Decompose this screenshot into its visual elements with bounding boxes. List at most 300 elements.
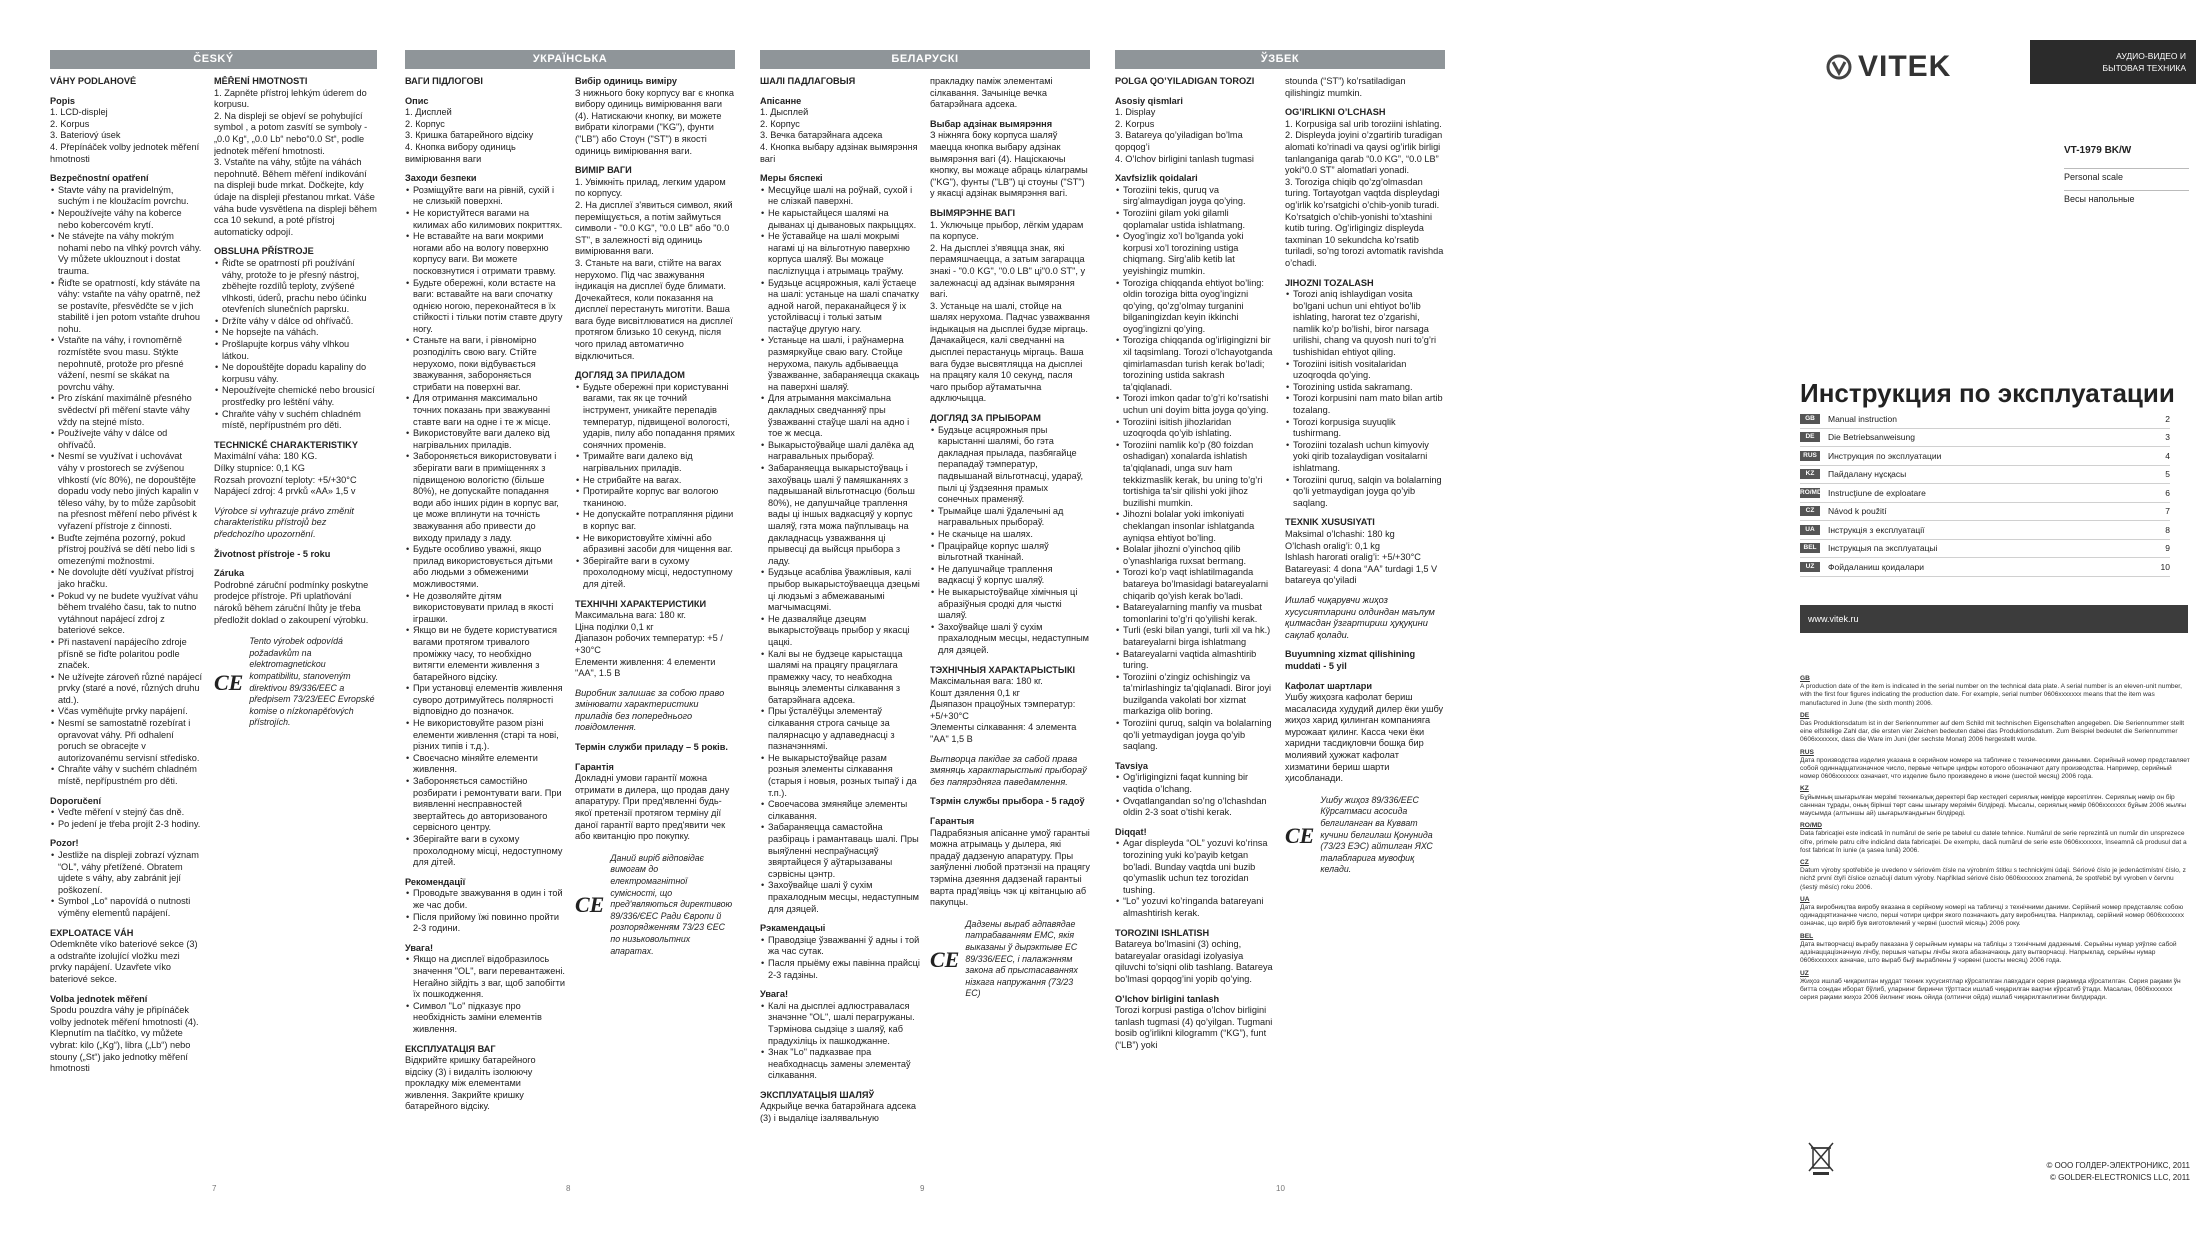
toc-row[interactable]	[1800, 558, 2170, 577]
toc-row[interactable]	[1800, 484, 2170, 503]
weee-bin-icon	[1806, 1140, 1836, 1181]
serial-note	[1800, 822, 2190, 855]
list-item: • Проводьте зважування в один і той же час доби.	[413, 888, 565, 911]
list-item: • Toroziini tozalash uchun kimyoviy yoki qirib tozalaydigan vositalarni ishlatmang.	[1293, 440, 1445, 475]
list-item: • Řiďte se opatrností, kdy stáváte na váhy: vstaňte na váhy opatrně, než se postavíte, přesvědčte se v jich stabilitě i jen potom vstaňte druhou nohu.	[58, 278, 204, 336]
category-line: БЫТОВАЯ ТЕХНИКА	[2102, 63, 2186, 73]
toc-label: Návod k použití	[1828, 506, 1887, 517]
section-heading: Volba jednotek měření	[50, 993, 148, 1004]
list-item: • Bolalar jihozni o’yinchoq qilib o’ynashlariga ruxsat bermang.	[1123, 544, 1275, 567]
list-item: • Забараняецца самастойна разбіраць і рамантаваць шалі. Пры выяўленні неспраўнасцяў звяртайцеся ў аўтарызаваны сэрвісны цэнтр.	[768, 822, 920, 880]
serial-note-text: Дата производства изделия указана в серийном номере на табличке с техническими данными. Серийный номер представляет собой одиннадцатизначное число, первые четыре цифры которого обозначают дату производства. Например, серийный номер 0606ххххххх означает, что изделие было произведено в июне (шестой месяц) 2006 года.	[1800, 756, 2190, 781]
toc-language-code: GB	[1800, 414, 1820, 424]
list-item: • Пасля прыёму ежы павінна прайсці 2-3 гадзіны.	[768, 958, 920, 981]
section-heading: Тэрмін службы прыбора - 5 гадоў	[930, 796, 1085, 807]
list-item: • Трымайце шалі ўдалечыні ад награвальных прыбораў.	[938, 506, 1090, 529]
italic-note: Виробник залишає за собою право змінювати характеристики приладів без попереднього повідомлення.	[575, 687, 725, 733]
toc-page-number: 5	[2165, 469, 2170, 480]
list-item: • Ne dovolujte dětí využívat přístroj jako hračku.	[58, 567, 204, 590]
paragraph: O’lchash oralig’i: 0,1 kg	[1285, 540, 1380, 551]
vitek-logo-icon	[1826, 54, 1852, 80]
ce-text: Дадзены выраб адпавядае патрабаванням ЕМС, якія выказаны ў дырэктыве ЕС 89/336/ЕЕС, і палажэнням закона аб прыстасаваннях нізкага напружання (73/23 ЕС)	[965, 918, 1078, 999]
brand-logo	[1826, 50, 1951, 84]
list-item: • Для отримання максимально точних показань при зважуванні ставте ваги на одне і те ж місце.	[413, 393, 565, 428]
toc-row[interactable]	[1800, 466, 2170, 485]
paragraph: 2. Корпус	[760, 118, 800, 129]
list-item: • Будзьце асцярожныя, калі ўстаеце на шалі: устаньце на шалі спачатку адной нагой, пераканайцеся ў іх устойлівасці і толькі затым пастаўце другую нагу.	[768, 278, 920, 336]
toc-language-code: BEL	[1800, 543, 1820, 553]
paragraph: 4. Přepínáček volby jednotek měření hmotnosti	[50, 141, 200, 164]
text-column	[50, 76, 204, 1075]
paragraph: 3. Кришка батарейного відсіку	[405, 130, 534, 141]
list-item: • Agar displeyda “OL” yozuvi ko’rinsa torozining yuki ko’payib ketgan bo’ladi. Bunday vaqtda uni buzib qo’ymaslik uchun tez torozidan tushing.	[1123, 838, 1275, 896]
serial-note-code: GB	[1800, 675, 1810, 682]
toc-page-number: 7	[2165, 506, 2170, 517]
paragraph: Torozi korpusi pastiga o’lchov birligini tanlash tugmasi (4) qo’yilgan. Tugmani bosib og’irlikni kilogramm (“KG”), funt (“LB”) yoki	[1115, 1005, 1273, 1050]
section-heading: TEXNIK XUSUSIYATI	[1285, 517, 1375, 528]
list-item: • Протирайте корпус ваг вологою тканиною.	[583, 486, 735, 509]
toc-language-code: CZ	[1800, 506, 1820, 516]
paragraph: Діапазон робочих температур: +5 / +30°C	[575, 633, 723, 655]
section-heading: ЭКСПЛУАТАЦЫЯ ШАЛЯЎ	[760, 1089, 875, 1100]
toc-row[interactable]	[1800, 429, 2170, 448]
list-item: • Toroziini o’zingiz ochishingiz va ta’mirlashingiz ta’qiqlanadi. Biror joyi buzilganda vakolati bor xizmat markaziga olib boring.	[1123, 672, 1275, 718]
list-item: • Праводзіце ўзважванні ў адны і той жа час сутак.	[768, 935, 920, 958]
list-item: • Používejte váhy v dálce od ohřívačů.	[58, 428, 204, 451]
list-item: • Тримайте ваги далеко від нагрівальних приладів.	[583, 451, 735, 474]
paragraph: Batareya bo’lmasini (3) oching, batareyalar orasidagi izolyasiya qiluvchi to’siqni olib tashlang. Batareya bo’lmasi qopqog’ini yopib qo’ying.	[1115, 939, 1273, 984]
copyright	[2010, 1160, 2190, 1184]
serial-note-text: Data fabricaţiei este indicată în numărul de serie pe tabelul cu datele tehnice. Numărul de serie reprezintă un număr din unsprezece cifre, primele patru cifre indicând data fabricaţiei. De exemplu, dacă numărul de serie este 0606xxxxxxx, înseamnă că produsul dat a fost fabricat în iunie (a şasea lună) 2006.	[1800, 830, 2187, 854]
serial-note	[1800, 712, 2190, 745]
section-heading: Pozor!	[50, 838, 79, 849]
list-item: • Buďte zejména pozorný, pokud přístroj používá se dětí nebo lidi s omezenými možnostmi.	[58, 533, 204, 568]
list-item: • Držíte váhy v dálce od ohřívačů.	[222, 316, 378, 328]
paragraph: 1. Дысплей	[760, 107, 809, 118]
ce-mark-icon: CE	[1285, 822, 1315, 848]
cover-page	[1800, 40, 2196, 1200]
list-item: • Не стрибайте на вагах.	[583, 475, 735, 487]
list-item: • Будзьце асабліва ўважлівыя, калі прыбор выкарыстоўваецца дзецьмі ці людзьмі з абмежаванымі магчымасцямі.	[768, 567, 920, 613]
section-heading: POLGA QO’YILADIGAN TOROZI	[1115, 76, 1255, 86]
toc-language-code: RO/MD	[1800, 488, 1822, 496]
list-item: • Не дозволяйте дітям використовувати прилад в якості іграшки.	[413, 591, 565, 626]
list-item: • Nesmí se využívat i uchovávat váhy v prostorech se zvýšenou vlhkostí (víc 80%), ne dopouštějte dopadu vody nebo jiných kapalin v těleso váhy, by to může zapůsobit na přesnost měření nebo přivést k vyřazení přístroje z činnosti.	[58, 451, 204, 532]
paragraph: 2. Na displeji se objeví se pohybující symbol , a potom zasvítí se symboly - „0.0 Kg“, „0.0 Lb“ nebo“0.0 St“, podle jednotek měření hmotnosti.	[214, 110, 368, 156]
model-number: VT-1979 BK/W	[2064, 145, 2132, 156]
list-item: • Захоўвайце шалі ў сухім прахалодным месцы, недаступным для дзяцей.	[768, 880, 920, 915]
section-heading: ВАГИ ПІДЛОГОВІ	[405, 76, 483, 86]
text-column	[575, 76, 735, 957]
italic-note: Вытворца пакідае за сабой права змяняць характарыстыкі прыбораў без папярэдняга паведамлення.	[930, 753, 1087, 787]
paragraph: 2. Korpus	[50, 118, 90, 129]
paragraph: 4. Кнопка выбару адзінак вымярэння вагі	[760, 141, 918, 164]
list-item: • Nepoužívejte váhy na koberce nebo kobercovém krytí.	[58, 208, 204, 231]
ce-declaration	[930, 919, 1090, 1000]
paragraph: 4. O’lchov birligini tanlash tugmasi	[1115, 153, 1254, 164]
list-item: • Nepoužívejte chemické nebo brousicí prostředky pro leštění váhy.	[222, 385, 378, 408]
list-item: • Будзьце асцярожныя пры карыстанні шалямі, бо гэта дакладная прылада, пазбягайце перападаў тэмператур, падвышанай вільготнасці, удараў, пылі ці ўздзеяння прамых сонечных праменяў.	[938, 425, 1090, 506]
section-heading: TOROZINI ISHLATISH	[1115, 927, 1210, 938]
list-item: • Chraňte váhy v suchém chladném místě, nepřípustném pro děti.	[58, 764, 204, 787]
list-item: • Не дапушчайце траплення вадкасці ў корпус шаляў.	[938, 564, 1090, 587]
text-column	[214, 76, 378, 729]
ce-mark-icon: CE	[575, 892, 605, 918]
list-item: • Не допускайте потрапляння рідини в корпус ваг.	[583, 509, 735, 532]
paragraph: Максимальна вага: 180 кг.	[575, 610, 686, 621]
list-item: • Toroziini tekis, quruq va sirg’almaydigan joyga qo’ying.	[1123, 185, 1275, 208]
toc-language-code: UZ	[1800, 562, 1820, 572]
list-item: • Не ўставайце на шалі мокрымі нагамі ці на вільготную паверхню корпуса шаляў. Вы можаце пасліznуцца і атрымаць траўму.	[768, 231, 920, 277]
list-item: • Jestliže na displeji zobrazí význam “OL”, váhy přetížené. Obratem ujdete s váhy, aby zabránit její poškození.	[58, 850, 204, 896]
list-item: • Chraňte váhy v suchém chladném místě, nepřípustném pro děti.	[222, 409, 378, 432]
page-number: 7	[212, 1184, 217, 1193]
paragraph: 1. Дисплей	[405, 107, 452, 118]
bullet-list	[214, 258, 378, 432]
serial-note-code: UZ	[1800, 969, 1809, 977]
list-item: • Stavte váhy na pravidelným, suchým i ne kloužacím povrchu.	[58, 185, 204, 208]
section-heading: VÁHY PODLAHOVÉ	[50, 76, 137, 86]
serial-note-code: UA	[1800, 895, 1810, 903]
section-heading: Термін служби приладу – 5 років.	[575, 742, 728, 753]
list-item: • Při nastavení napájecího zdroje přísně se řiďte polaritou podle značek.	[58, 637, 204, 672]
bullet-list	[405, 954, 565, 1035]
serial-note	[1800, 675, 2190, 708]
section-heading: Záruka	[214, 568, 245, 579]
list-item: • Torozіga chiqqanda ehtiyot bo’ling: oldin torozіga bitta oyog’ingizni qo’ying, qo’zg’olmay turganini bilganingizdan keyin ikkinchi oyog’ingizni qo’ying.	[1123, 278, 1275, 336]
list-item: • Og’irligingizni faqat kunning bir vaqtida o’lchang.	[1123, 772, 1275, 795]
paragraph: Падрабязныя апісанне умоў гарантыі можна атрымаць у дылера, які прадаў дадзеную апаратуру. Пры заяўленні любой прэтэнзіі на працягу тэрміна дзеяння дадзенай гарантыі варта прад'явіць чэк ці квітанцыю аб пакупцы.	[930, 827, 1090, 908]
section-heading: Меры бяспекі	[760, 173, 823, 184]
ce-mark-icon: CE	[930, 946, 960, 972]
list-item: • Калі вы не будзеце карыстацца шалямі на працягу працяглага прамежку часу, то неабходна выняць элементы сілкавання з батарэйнага адсека.	[768, 649, 920, 707]
list-item: • Після прийому їжі повинно пройти 2-3 години.	[413, 912, 565, 935]
section-heading: TECHNICKÉ CHARAKTERISTIKY	[214, 439, 358, 450]
website-bar[interactable]: www.vitek.ru	[1800, 605, 2188, 633]
list-item: • Ne stávejte na váhy mokrým nohami nebo na vlhký povrch váhy. Vy můžete uklouznout i dostat trauma.	[58, 231, 204, 277]
list-item: • Ne hopsejte na váhách.	[222, 327, 378, 339]
product-name-en: Personal scale	[2064, 168, 2189, 182]
section-heading: Životnost přístroje - 5 roku	[214, 548, 331, 559]
list-item: • При установці елементів живлення суворо дотримуйтесь полярності відповідно до позначок.	[413, 683, 565, 718]
toc-label: Інструкцыя па эксплуатацыі	[1828, 543, 1938, 554]
bullet-list	[1115, 185, 1275, 753]
list-item: • Nesmí se samostatně rozebírat i opravovat váhy. Při odhalení poruch se obracejte v autorizovanému servisní středisko.	[58, 718, 204, 764]
toc-page-number: 4	[2165, 450, 2170, 461]
list-item: • Символ "Lo" підказує про необхідність заміни елементів живлення.	[413, 1001, 565, 1036]
toc-label: Manual instruction	[1828, 413, 1897, 424]
list-item: • Працірайце корпус шаляў вільготнай тканінай.	[938, 541, 1090, 564]
list-item: • Забараняецца выкарыстоўваць і захоўваць шалі ў памяшканнях з падвышанай вільготнасцю (больш 80%), не дапушчайце траплення вады ці іншых вадкасцяў у корпус шаляў, гэта можа паўплываць на дакладнасць узважвання ці прывесці да выйсця прыбора з ладу.	[768, 463, 920, 567]
serial-note-code: RUS	[1800, 748, 1814, 756]
paragraph: Кошт дзялення 0,1 кг	[930, 687, 1020, 698]
section-heading: Рекомендації	[405, 876, 466, 887]
list-item: • Будьте обережні, коли встаєте на ваги: вставайте на ваги спочатку однією ногою, переконайтеся в їх стійкості і тільки потім ставте другу ногу.	[413, 278, 565, 336]
list-item: • Зберігайте ваги в сухому прохолодному місці, недоступному для дітей.	[413, 834, 565, 869]
list-item: • Toroziini namlik ko’p (80 foizdan oshadigan) xonalarda ishlatish ta’qiqlanadi, unga suv ham tekkizmaslik kerak, bu uning to’g’ri tortishiga ta’sir qilishi yoki jihoz buzilishi mumkin.	[1123, 440, 1275, 510]
paragraph: 1. Zapněte přístroj lehkým úderem do korpusu.	[214, 87, 367, 110]
list-item: • Torozining ustida sakramang.	[1293, 382, 1445, 394]
toc-label: Пайдалану нұсқасы	[1828, 469, 1907, 480]
copyright-line: © ООО ГОЛДЕР-ЭЛЕКТРОНИКС, 2011	[2046, 1161, 2190, 1170]
toc-language-code: UA	[1800, 525, 1820, 535]
bullet-list	[930, 425, 1090, 657]
toc-row[interactable]	[1800, 540, 2170, 559]
bullet-list	[405, 888, 565, 934]
paragraph: stounda (“ST”) ko’rsatiladigan qilishingiz mumkin.	[1285, 76, 1406, 98]
paragraph: Spodu pouzdra váhy je připínáček volby jednotek měření hmotnosti (4). Klepnutím na tlačítko, vy můžete vybrat: kilo („Kg“), libra („Lb“) nebo stouny („St“) jako jednotky měření hmotnosti	[50, 1005, 199, 1074]
paragraph: 3. Устаньце на шалі, стойце на шалях нерухома. Падчас узважвання індыкацыя на дысплеі будзе міргаць. Дачакайцеся, калі сведчанні на дысплеі перастануць міргаць. Ваша вага будзе высвятляцца на дысплеі на працягу каля 10 секунд, пасля чаго прыбор аўтаматычна адключыцца.	[930, 300, 1090, 404]
list-item: • Калі на дысплеі адлюстравалася значэнне "OL", шалі перагружаны. Тэрмінова сыдзіце з шаляў, каб прадухіліць іх пашкоджанне.	[768, 1001, 920, 1047]
bullet-list	[760, 185, 920, 915]
bullet-list	[50, 807, 204, 830]
serial-number-notes	[1800, 675, 2190, 1006]
section-heading: Вибір одиниць виміру	[575, 76, 677, 86]
list-item: • Не карыстайцеся шалямі на дыванах ці дывановых пакрыццях.	[768, 208, 920, 231]
paragraph: 1. LCD-displej	[50, 107, 108, 118]
list-item: • Toroziini isitish vositalaridan uzoqroqda qo’ying.	[1293, 359, 1445, 382]
list-item: • Torozi aniq ishlaydigan vosita bo’lgani uchun uni ehtiyot bo’lib ishlating, harorat tez o’zgarishi, namlik ko’p bo’lishi, biror narsaga urilishi, chang va quyosh nuri to’g’ri tushishidan ehtiyot qiling.	[1293, 289, 1445, 359]
list-item: • Використовуйте ваги далеко від нагрівальних приладів.	[413, 428, 565, 451]
paragraph: 2. На дисплеї з'явиться символ, який переміщується, а потім займуться символи - "0.0 KG", "0.0 LB" або "0.0 ST", в залежності від одиниць вимірювання ваги.	[575, 199, 733, 257]
paragraph: Максімальная вага: 180 кг.	[930, 676, 1043, 687]
section-heading: Кафолат шартлари	[1285, 680, 1372, 691]
list-item: • Prošlapujte korpus váhy vlhkou látkou.	[222, 339, 378, 362]
toc-language-code: RUS	[1800, 451, 1820, 461]
list-item: • Torozi ko’p vaqt ishlatilmaganda batareya bo’lmasidagi batareyalarni chiqarib qo’yish kerak bo’ladi.	[1123, 567, 1275, 602]
product-name-ru: Весы напольные	[2064, 190, 2189, 204]
italic-note: Výrobce si vyhrazuje právo změnit charakteristiku přístrojů bez předchozího upozornění.	[214, 505, 354, 539]
serial-note-code: RO/MD	[1800, 822, 1822, 830]
list-item: • Станьте на ваги, і рівномірно розподіліть свою вагу. Стійте нерухомо, поки відбувається зважування, забороняється стрибати на поверхні ваг.	[413, 335, 565, 393]
list-item: • Не вставайте на ваги мокрими ногами або на вологу поверхню корпусу ваги. Ви можете посковзнутися і отримати травму.	[413, 231, 565, 277]
section-heading: Заходи безпеки	[405, 173, 477, 184]
serial-note-code: CZ	[1800, 859, 1809, 867]
paragraph: Napájecí zdroj: 4 prvků «AA» 1,5 v	[214, 486, 356, 497]
manual-title: Инструкция по эксплуатации	[1800, 378, 2175, 408]
paragraph: Елементи живлення: 4 елементи "AA", 1.5 B	[575, 656, 716, 679]
paragraph: 4. Кнопка вибору одиниць вимірювання ваги	[405, 141, 516, 164]
section-heading: Гарантія	[575, 761, 614, 772]
page-number: 9	[920, 1184, 925, 1193]
paragraph: 3. Вечка батарэйнага адсека	[760, 130, 883, 141]
section-heading: Рэкамендацыі	[760, 923, 826, 934]
list-item: • Розміщуйте ваги на рівній, сухій і не слизькій поверхні.	[413, 185, 565, 208]
text-column	[405, 76, 565, 1113]
section-heading: Гарантыя	[930, 816, 975, 827]
paragraph: Докладні умови гарантії можна отримати в дилера, що продав дану апаратуру. При пред'явленні будь-якої претензії протягом терміну дії даної гарантії варто пред'явити чек або квитанцію про покупку.	[575, 773, 730, 842]
section-heading: Выбар адзінак вымярэння	[930, 118, 1053, 129]
list-item: • Torozi imkon qadar to’g’ri ko’rsatishi uchun uni doyim bitta joyga qo’ying.	[1123, 393, 1275, 416]
paragraph: З ніжняга боку корпуса шаляў маецца кнопка выбару адзінак вымярэння вагі (4). Націскаючы кнопку, вы можаце абраць кілаграмы ("KG"), фунты ("LB") ці стоуны ("ST") у якасці адзінак вымярэння вагі.	[930, 130, 1088, 199]
italic-note: Ишлаб чиқарувчи жиҳоз хусусиятларини олдиндан маълум қилмасдан ўзгартириш ҳуқуқини сақлаб қолади.	[1285, 594, 1435, 640]
list-item: • Устаньце на шалі, і раўнамерна размяркуйце сваю вагу. Стойце нерухома, пакуль адбываецца ўзважванне, забараняецца скакаць на паверхні шаляў.	[768, 335, 920, 393]
list-item: • Своечасова змяняйце элементы сілкавання.	[768, 799, 920, 822]
paragraph: Ishlash harorati oralig’i: +5/+30°C	[1285, 552, 1421, 563]
serial-note	[1800, 970, 2190, 1003]
section-heading: Увага!	[405, 942, 433, 953]
section-heading: ВЫМЯРЭННЕ ВАГІ	[930, 207, 1016, 218]
serial-note	[1800, 859, 2190, 892]
text-column	[1115, 76, 1275, 1052]
ce-declaration	[575, 853, 735, 957]
toc-page-number: 8	[2165, 524, 2170, 535]
toc-label: Фойдаланиш қоидалари	[1828, 561, 1924, 572]
list-item: • Не дазваляйце дзецям выкарыстоўваць прыбор у якасці цацкі.	[768, 614, 920, 649]
section-heading: ВИМІР ВАГИ	[575, 165, 632, 176]
paragraph: Maximální váha: 180 KG.	[214, 451, 318, 462]
paragraph: Элементы сілкавання: 4 элемента "AA" 1,5 В	[930, 722, 1077, 745]
list-item: • Turli (eski bilan yangi, turli xil va hk.) batareyalarni birga ishlatmang	[1123, 625, 1275, 648]
bullet-list	[1115, 772, 1275, 818]
list-item: • Не выкарыстоўвайце хімічныя ці абразіўныя сродкі для чысткі шаляў.	[938, 587, 1090, 622]
category-line: АУДИО-ВИДЕО И	[2116, 51, 2186, 61]
brand-name: VITEK	[1858, 50, 1952, 83]
section-heading: Doporučení	[50, 795, 102, 806]
page-number: 8	[566, 1184, 571, 1193]
toc-label: Інструкція з експлуатації	[1828, 524, 1925, 535]
copyright-line: © GOLDER-ELECTRONICS LLC, 2011	[2049, 1173, 2190, 1182]
serial-note-text: A production date of the item is indicated in the serial number on the technical data plate. A serial number is an eleven-unit number, with the first four figures indicating the production date. For example, serial number 0606xxxxxxx means that the item was manufactured in June (the sixth month) 2006.	[1800, 683, 2182, 707]
section-heading: ЕКСПЛУАТАЦІЯ ВАГ	[405, 1043, 496, 1054]
list-item: • Toroziini gilam yoki gilamli qoplamalar ustida ishlatmang.	[1123, 208, 1275, 231]
text-column	[930, 76, 1090, 1000]
section-heading: Asosiy qismlari	[1115, 95, 1183, 106]
toc-row[interactable]	[1800, 503, 2170, 522]
section-heading: ТЕХНІЧНІ ХАРАКТЕРИСТИКИ	[575, 598, 707, 609]
section-heading: EXPLOATACE VÁH	[50, 927, 134, 938]
paragraph: Maksimal o’lchashi: 180 kg	[1285, 528, 1395, 539]
paragraph: Адкрыйце вечка батарэйнага адсека (3) і выдаліце ізалявальную	[760, 1101, 917, 1124]
list-item: • Знак "Lo" падказвае пра неабходнасць замены элементаў сілкавання.	[768, 1047, 920, 1082]
list-item: • Jihozni bolalar yoki imkoniyati cheklangan insonlar ishlatganda ayniqsa ehtiyot bo’ling.	[1123, 509, 1275, 544]
toc-row[interactable]	[1800, 521, 2170, 540]
list-item: • Toroziini isitish jihozlaridan uzoqroqda qo’yib ishlating.	[1123, 417, 1275, 440]
list-item: • Захоўвайце шалі ў сухім прахалодным месцы, недаступным для дзяцей.	[938, 622, 1090, 657]
paragraph: 1. Увімкніть прилад, легким ударом по корпусу.	[575, 176, 726, 199]
toc-label: Инструкция по эксплуатации	[1828, 450, 1942, 461]
serial-note-text: Дата виробництва виробу вказана в серійному номері на табличці з технічними даними. Серійний номер представляє собою одинадцятизначне число, перші чотири цифри якого позначають дату виробництва. Наприклад, серійний номер 0606ххххххх означає, що виріб був виготовлений у червні (шостий місяць) 2006 року.	[1800, 904, 2185, 928]
bullet-list	[575, 382, 735, 591]
serial-note	[1800, 785, 2190, 818]
ce-declaration	[1285, 795, 1445, 876]
bullet-list	[1115, 838, 1275, 919]
section-heading: ДОГЛЯД ЗА ПРИЛАДОМ	[575, 370, 685, 381]
list-item: • “Lo” yozuvi ko’ringanda batareyani almashtirish kerak.	[1123, 896, 1275, 919]
serial-note-text: Datum výroby spotřebiče je uvedeno v sériovém čísle na výrobním štítku s technickými údaji. Sériové číslo je jedenáctimístní číslo, z nichž první čtyři číslice označují datum výroby. Například sériové číslo 0606xxxxxxx znamená, že spotřebič byl vyroben v červnu (šestý měsíc) roku 2006.	[1800, 867, 2186, 891]
text-column	[760, 76, 920, 1125]
list-item: • Для атрымання максімальна дакладных сведчанняў пры ўзважванні стаўце шалі на адно і тое ж месца.	[768, 393, 920, 439]
toc-row[interactable]	[1800, 410, 2170, 429]
paragraph: 3. Bateriový úsek	[50, 130, 121, 141]
section-heading: Diqqat!	[1115, 826, 1147, 837]
list-item: • Забороняється самостійно розбирати і ремонтувати ваги. При виявленні несправностей звертайтесь до авторизованого сервісного центру.	[413, 776, 565, 834]
toc-page-number: 2	[2165, 413, 2170, 424]
ce-mark-icon: CE	[214, 669, 244, 695]
toc-label: Instrucţiune de exploatare	[1828, 487, 1926, 498]
language-header: УКРАЇНСЬКА	[405, 50, 735, 69]
list-item: • Veďte měření v stejný čas dně.	[58, 807, 204, 819]
serial-note-code: KZ	[1800, 785, 1809, 793]
list-item: • Batareyalarni vaqtida almashtirib turing.	[1123, 649, 1275, 672]
toc-page-number: 10	[2160, 561, 2170, 572]
list-item: • Забороняється використовувати і зберігати ваги в приміщеннях з підвищеною вологістю (більше 80%), не допускайте попадання води або інших рідин в корпус ваг, це може вплинути на точність зважування або привести до виходу приладу з ладу.	[413, 451, 565, 544]
paragraph: 3. Batareya qo’yiladigan bo’lma qopqog’i	[1115, 130, 1243, 152]
paragraph: Відкрийте кришку батарейного відсіку (3) і видаліть ізолюючу прокладку між елементами живлення. Закрийте кришку батарейного відсіку.	[405, 1055, 536, 1112]
table-of-contents	[1800, 410, 2170, 577]
language-header: ČESKÝ	[50, 50, 377, 69]
paragraph: 1. Уключыце прыбор, лёгкім ударам па корпусе.	[930, 219, 1084, 242]
list-item: • Будьте обережні при користуванні вагами, так як це точний інструмент, уникайте перепадів температур, підвищеної вологості, ударів, пилу або попадання прямих сонячних променів.	[583, 382, 735, 452]
list-item: • Oyog’ingiz xo’l bo’lganda yoki korpusi xo’l torozining ustiga chiqmang. Sirg’alib ketib lat yeyishingiz mumkin.	[1123, 231, 1275, 277]
serial-note-text: Жиҳоз ишлаб чиқарилган муддат техник хусусиятлар кўрсатилган лавҳадаги серия рақамида кўрсатилган. Серия рақами ўн битта сондан иборат бўлиб, уларнинг биринчи тўрттаси ишлаб чиқарилган вақтни кўрсатиб ўтади. Масалан, 0606ххххххх серия рақами жиҳоз 2006 йилнинг июнь ойида (олтинчи ойда) ишлаб чиқарилганлигини билдиради.	[1800, 977, 2181, 1002]
list-item: • Ne dopouštějte dopadu kapaliny do korpusu váhy.	[222, 362, 378, 385]
list-item: • Vstaňte na váhy, i rovnoměrně rozmístěte svou masu. Stýkte nepohnutě, protože pro přesné vážení, nesmí se skákat na povrchu váhy.	[58, 335, 204, 393]
serial-note-code: BEL	[1800, 932, 1814, 940]
bullet-list	[760, 1001, 920, 1082]
serial-note	[1800, 933, 2190, 966]
section-heading: OG’IRLIKNI O’LCHASH	[1285, 107, 1386, 118]
section-heading: ДОГЛЯД ЗА ПРЫБОРАМ	[930, 413, 1041, 424]
language-header: БЕЛАРУСКІ	[760, 50, 1090, 69]
section-heading: Buyumning xizmat qilishining muddati - 5 yil	[1285, 649, 1416, 671]
ce-text: Ушбу жиҳоз 89/336/ЕЕС Кўрсатмаси асосида белгиланган ва Кувват кучини белгилаш Қонунида (73/23 ЕЭС) айтилган ЯХС талабларига мувофиқ келади.	[1320, 794, 1433, 875]
paragraph: Batareyasi: 4 dona “AA” turdagi 1,5 V batareya qo’yiladi	[1285, 563, 1438, 586]
toc-language-code: KZ	[1800, 469, 1820, 479]
toc-page-number: 6	[2165, 487, 2170, 498]
list-item: • Месцуйце шалі на роўнай, сухой і не слізкай паверхні.	[768, 185, 920, 208]
serial-note-text: Бұйымның шығарылған мерзімі техникалық деректері бар кестедегі сериялық нөмірде көрсетілген. Сериялық нөмір он бір санннан тұрады, оның бірінші төрт саны шығару мерзімін білдіреді. Мысалы, сериялық нөмір 0606ххххххх бұйым 2006 жылғы маусымда (алтыншы ай) шығарылғандығын білдіреді.	[1800, 793, 2186, 818]
list-item: • Symbol „Lo“ napovídá o nutnosti výměny elementů napájení.	[58, 896, 204, 919]
list-item: • Ovqatlangandan so’ng o’lchashdan oldin 2-3 soat o’tishi kerak.	[1123, 796, 1275, 819]
section-heading: MĚŘENÍ HMOTNOSTI	[214, 76, 308, 86]
serial-note	[1800, 749, 2190, 782]
list-item: • Зберігайте ваги в сухому прохолодному місці, недоступному для дітей.	[583, 556, 735, 591]
list-item: • Своєчасно міняйте елементи живлення.	[413, 753, 565, 776]
list-item: • Не скачыце на шалях.	[938, 529, 1090, 541]
paragraph: Ціна поділки 0,1 кг	[575, 621, 654, 632]
page-number: 10	[1276, 1184, 1285, 1193]
toc-language-code: DE	[1800, 432, 1820, 442]
section-heading: Popis	[50, 95, 76, 106]
toc-row[interactable]	[1800, 447, 2170, 466]
ce-text: Tento výrobek odpovídá požadavkům na elektromagnetickou kompatibilitu, stanoveným direktivou 89/336/EEC a předpisem 73/23/EEC Evropské komise o nízkonapěťových přístrojích.	[249, 636, 375, 728]
paragraph: 1. Korpusiga sal urib toroziini ishlating.	[1285, 118, 1442, 129]
list-item: • Pro získání maximálně přesného svědectví při měření stavte váhy vždy na stejné místo.	[58, 393, 204, 428]
bullet-list	[50, 850, 204, 920]
toc-page-number: 3	[2165, 432, 2170, 443]
bullet-list	[1285, 289, 1445, 509]
list-item: • Po jedení je třeba projít 2-3 hodiny.	[58, 819, 204, 831]
paragraph: Rozsah provozní teploty: +5/+30°C	[214, 474, 357, 485]
list-item: • Včas vyměňujte prvky napájení.	[58, 706, 204, 718]
list-item: • Toroziini quruq, salqin va bolalarning qo’li yetmaydigan joyga qo’yib saqlang.	[1123, 718, 1275, 753]
paragraph: 3. Vstaňte na váhy, stůjte na váhách nepohnutě. Během měření indikování na displeji bude mrkat. Dočkejte, kdy údaje na displeji přestanou mrkat. Váše váha bude vysvětlena na displeji během cca 10 sekund, a poté přístroj automaticky odpojí.	[214, 157, 377, 237]
list-item: • Batareyalarning manfiy va musbat tomonlarini to’g’ri qo’yilishi kerak.	[1123, 602, 1275, 625]
section-heading: Bezpečnostní opatření	[50, 173, 149, 184]
list-item: • Выкарыстоўвайце шалі далёка ад награвальных прыбораў.	[768, 440, 920, 463]
language-header: ЎЗБЕК	[1115, 50, 1445, 69]
list-item: • Не выкарыстоўвайце разам розныя элементы сілкавання (старыя і новыя, розных тыпаў і да т.п.).	[768, 753, 920, 799]
paragraph: Дыяпазон працоўных тэмператур: +5/+30°C	[930, 699, 1076, 721]
paragraph: Dílky stupnice: 0,1 KG	[214, 463, 305, 473]
paragraph: З нижнього боку корпусу ваг є кнопка вибору одиниць вимірювання ваги (4). Натискаючи кнопку, ви можете вибрати кілограми ("KG"), фунти ("LB") або Стоун ("ST") в якості одиниць вимірювання ваги.	[575, 87, 734, 156]
text-column	[1285, 76, 1445, 876]
serial-note-text: Das Produktionsdatum ist in der Seriennummer auf dem Schild mit technischen Eigenschaften angegeben. Die Seriennummer stellt eine elfstellige Zahl dar, die ersten vier Zeichen bedeuten dabei das Produktionsdatum. Zum Beispiel bedeutet die Seriennummer 0606xxxxxxx, dass die Ware im Juni (der sechste Monat) 2006 hergestellt wurde.	[1800, 720, 2185, 744]
list-item: • Будьте особливо уважні, якщо прилад використовується дітьми або людьми з обмеженими можливостями.	[413, 544, 565, 590]
serial-note	[1800, 896, 2190, 929]
paragraph: Podrobné záruční podmínky poskytne prodejce přístroje. Při uplatňování nároků během záruční lhůty je třeba předložit doklad o zakoupení výrobku.	[214, 579, 369, 625]
